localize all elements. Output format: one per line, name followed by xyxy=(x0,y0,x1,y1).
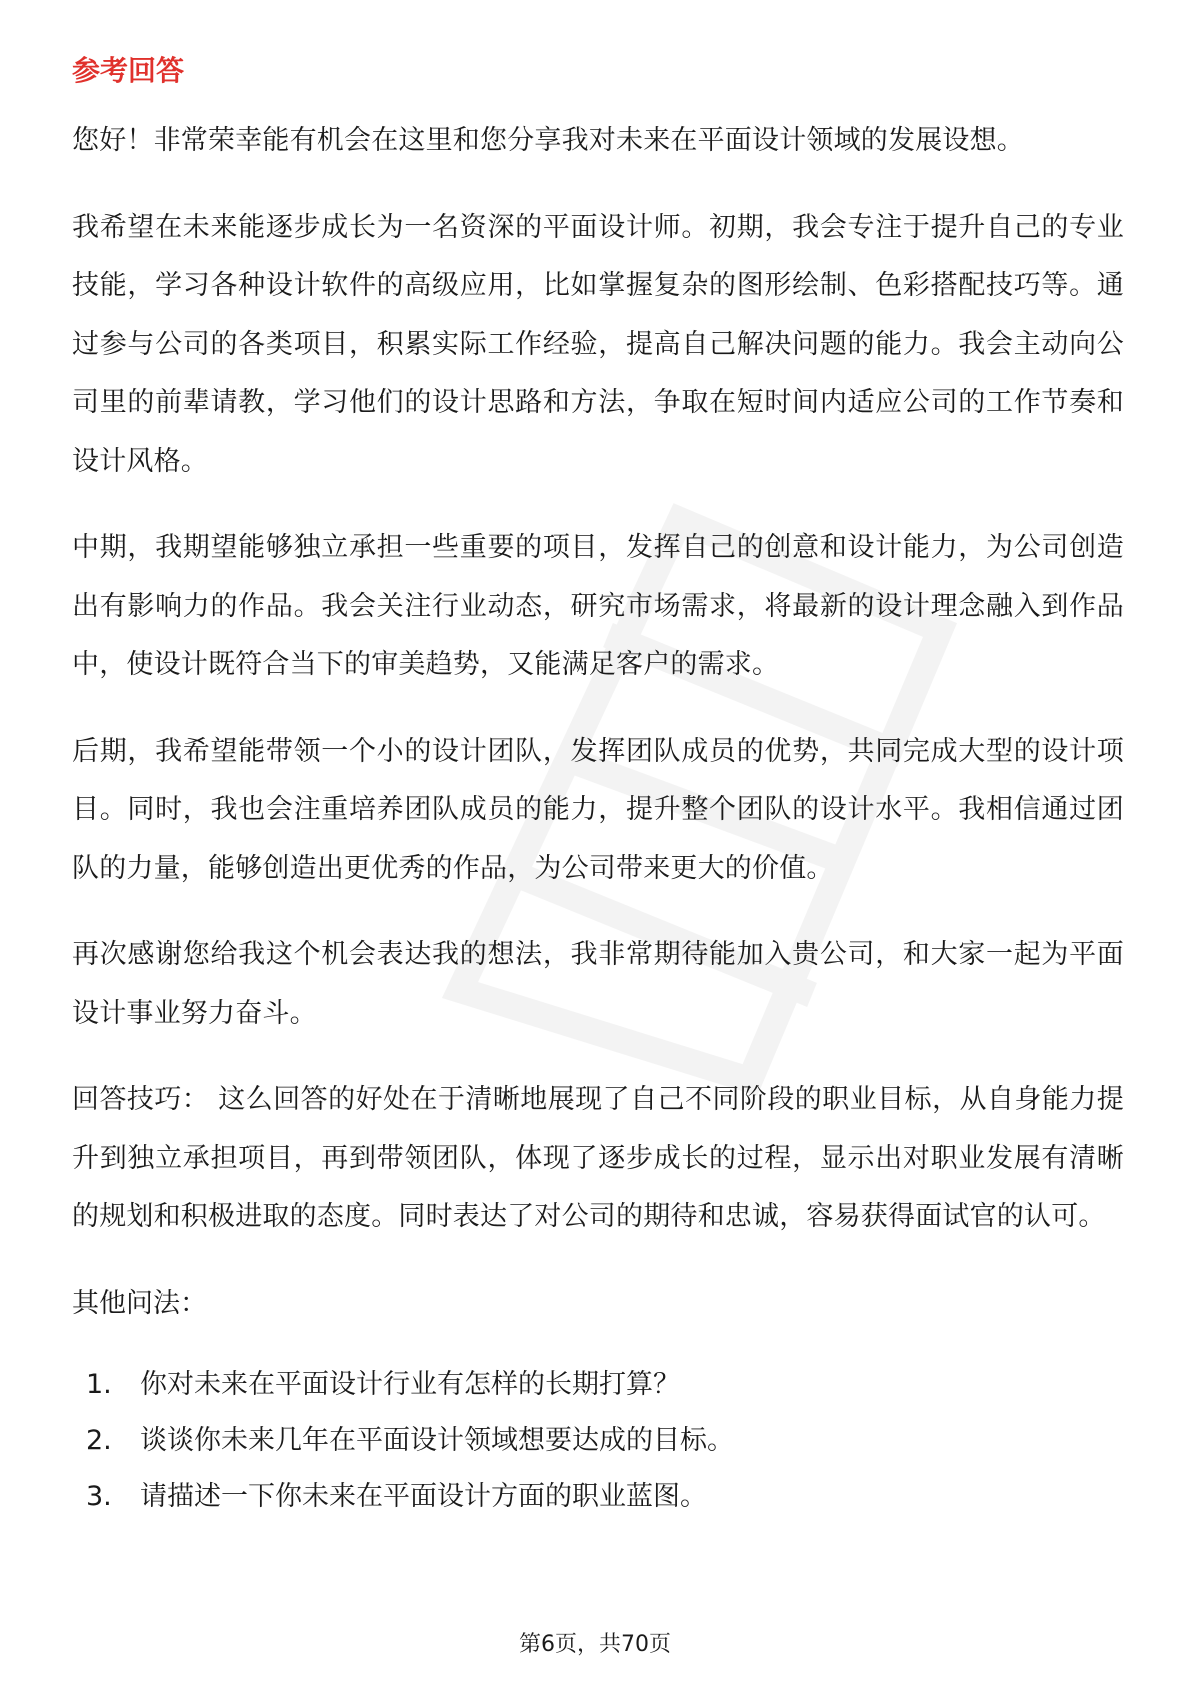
list-item xyxy=(72,1469,1124,1525)
list-item-text: 你对未来在平面设计行业有怎样的长期打算？ xyxy=(140,1368,680,1400)
section-title: 参考回答 xyxy=(72,54,185,87)
page-footer: 第6页，共70页 xyxy=(519,1632,671,1657)
main-content xyxy=(72,46,1124,1525)
paragraph-mid-stage: 中期，我期望能够独立承担一些重要的项目，发挥自己的创意和设计能力，为公司创造出有影响力的作品。我会关注行业动态，研究市场需求，将最新的设计理念融入到作品中，使设计既符合当下的审美趋势，又能满足客户的需求。 xyxy=(72,532,1124,680)
list-item xyxy=(72,1357,1124,1413)
greeting-paragraph: 您好！非常荣幸能有机会在这里和您分享我对未来在平面设计领域的发展设想。 xyxy=(72,125,1024,156)
other-questions-list xyxy=(72,1357,1124,1525)
list-item xyxy=(72,1413,1124,1469)
list-item-number: 1. xyxy=(86,1368,112,1400)
answer-tips: 回答技巧： 这么回答的好处在于清晰地展现了自己不同阶段的职业目标，从自身能力提升到独立承担项目，再到带领团队，体现了逐步成长的过程，显示出对职业发展有清晰的规划和积极进取的态度。同时表达了对公司的期待和忠诚，容易获得面试官的认可。 xyxy=(72,1084,1124,1232)
list-item-text: 请描述一下你未来在平面设计方面的职业蓝图。 xyxy=(140,1480,707,1512)
other-questions-heading: 其他问法： xyxy=(72,1287,207,1319)
paragraph-closing: 再次感谢您给我这个机会表达我的想法，我非常期待能加入贵公司，和大家一起为平面设计事业努力奋斗。 xyxy=(72,939,1124,1029)
list-item-text: 谈谈你未来几年在平面设计领域想要达成的目标。 xyxy=(140,1424,734,1456)
list-item-number: 2. xyxy=(86,1424,112,1456)
list-item-number: 3. xyxy=(86,1480,112,1512)
paragraph-early-stage: 我希望在未来能逐步成长为一名资深的平面设计师。初期，我会专注于提升自己的专业技能，学习各种设计软件的高级应用，比如掌握复杂的图形绘制、色彩搭配技巧等。通过参与公司的各类项目，积累实际工作经验，提高自己解决问题的能力。我会主动向公司里的前辈请教，学习他们的设计思路和方法，争取在短时间内适应公司的工作节奏和设计风格。 xyxy=(72,211,1124,477)
paragraph-late-stage: 后期，我希望能带领一个小的设计团队，发挥团队成员的优势，共同完成大型的设计项目。同时，我也会注重培养团队成员的能力，提升整个团队的设计水平。我相信通过团队的力量，能够创造出更优秀的作品，为公司带来更大的价值。 xyxy=(72,735,1124,884)
